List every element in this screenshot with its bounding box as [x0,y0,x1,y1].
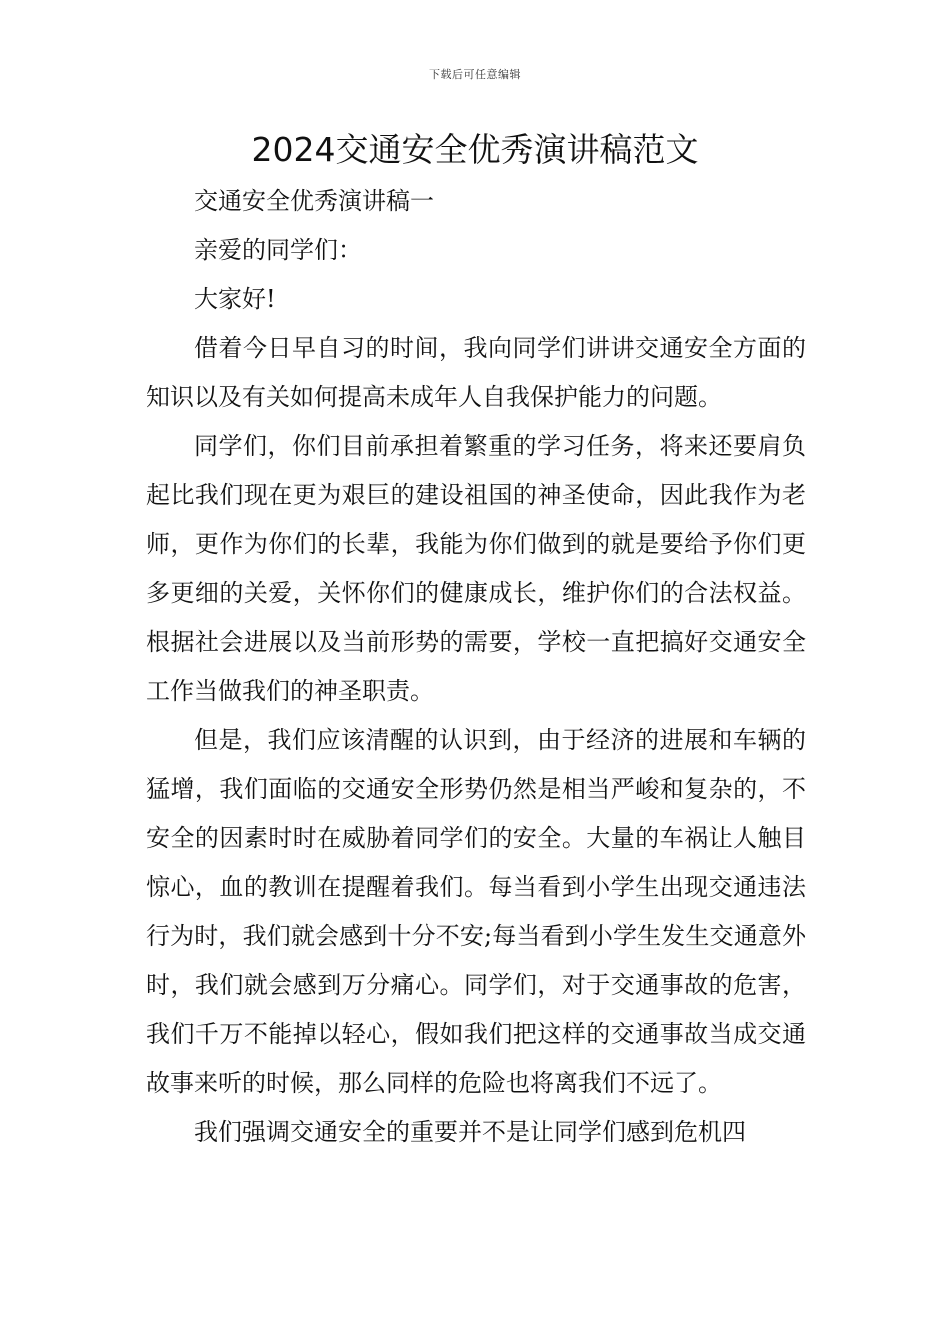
paragraph-situation: 但是，我们应该清醒的认识到，由于经济的进展和车辆的猛增，我们面临的交通安全形势仍然是相当严峻和复杂的，不安全的因素时时在威胁着同学们的安全。大量的车祸让人触目惊心，血的教训在提醒着我们。每当看到小学生出现交通违法行为时，我们就会感到十分不安;每当看到小学生发生交通意外时，我们就会感到万分痛心。同学们，对于交通事故的危害，我们千万不能掉以轻心，假如我们把这样的交通事故当成交通故事来听的时候，那么同样的危险也将离我们不远了。 [146,726,806,1097]
header-note: 下载后可任意编辑 [429,68,521,81]
paragraph-subtitle: 交通安全优秀演讲稿一 [194,187,434,215]
paragraph-responsibility: 同学们，你们目前承担着繁重的学习任务，将来还要肩负起比我们现在更为艰巨的建设祖国的神圣使命，因此我作为老师，更作为你们的长辈，我能为你们做到的就是要给予你们更多更细的关爱，关怀你们的健康成长，维护你们的合法权益。根据社会进展以及当前形势的需要，学校一直把搞好交通安全工作当做我们的神圣职责。 [146,432,806,705]
paragraph-greeting: 大家好! [194,285,276,313]
document-title: 2024交通安全优秀演讲稿范文 [251,130,699,169]
paragraph-intro: 借着今日早自习的时间，我向同学们讲讲交通安全方面的知识以及有关如何提高未成年人自我保护能力的问题。 [146,334,806,411]
document-body [146,177,806,1157]
paragraph-emphasis: 我们强调交通安全的重要并不是让同学们感到危机四 [194,1118,746,1146]
paragraph-salutation: 亲爱的同学们： [194,236,362,264]
